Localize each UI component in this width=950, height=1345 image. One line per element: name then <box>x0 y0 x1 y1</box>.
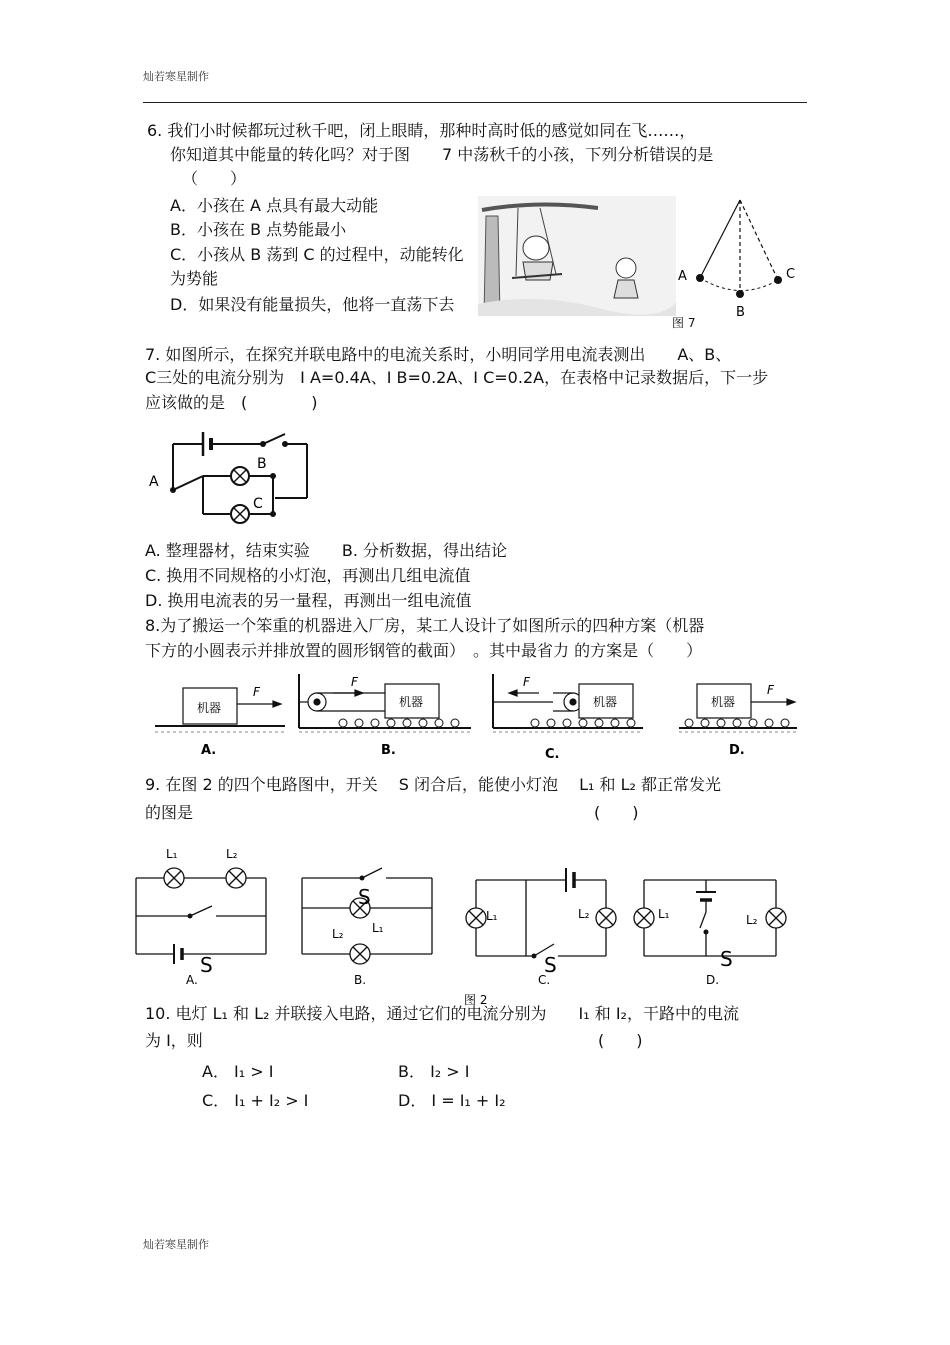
q10-option-b: B． I₂ > I <box>398 1062 470 1081</box>
q6-line1: 6. 我们小时候都玩过秋千吧，闭上眼睛，那种时高时低的感觉如同在飞……， <box>147 121 696 140</box>
point-c-label: C <box>786 267 796 282</box>
option-a-label: A. <box>201 743 217 758</box>
circuit-label-b: B <box>257 456 267 472</box>
q6-option-b: B．小孩在 B 点势能最小 <box>170 220 347 239</box>
circuit-label-c: C <box>253 496 263 512</box>
four-circuits-diagram <box>130 840 800 1010</box>
circuit-d-switch: S <box>720 947 733 971</box>
circuit-b-switch: S <box>358 885 371 909</box>
q10-line2: 为 I，则 <box>145 1031 203 1050</box>
q8-line1: 8.为了搬运一个笨重的机器进入厂房，某工人设计了如图所示的四种方案（机器 <box>145 616 705 635</box>
q10-line1: 10. 电灯 L₁ 和 L₂ 并联接入电路，通过它们的电流分别为 I₁ 和 I₂，干路中的电流 <box>145 1004 739 1023</box>
q7-option-d: D. 换用电流表的另一量程，再测出一组电流值 <box>145 591 472 610</box>
force-b: F <box>351 675 358 689</box>
circuit-a-l2: L₂ <box>226 847 238 861</box>
circuit-c-switch: S <box>544 953 557 977</box>
q6-option-c-line2: 为势能 <box>170 269 219 288</box>
option-b-label: B. <box>381 743 396 758</box>
circuit-d-l1: L₁ <box>658 907 670 921</box>
q6-option-a: A．小孩在 A 点具有最大动能 <box>170 196 379 215</box>
circuit-b-label: B. <box>354 973 367 987</box>
q6-paren: （ ） <box>182 169 247 188</box>
circuit-a-switch: S <box>200 953 213 977</box>
figure-7-label: 图 7 <box>672 316 696 330</box>
q8-line2: 下方的小圆表示并排放置的圆形钢管的截面） 。其中最省力 的方案是（ ） <box>145 641 703 660</box>
machine-d: 机器 <box>711 695 736 709</box>
circuit-b-l2: L₂ <box>332 927 344 941</box>
q7-line1: 7. 如图所示，在探究并联电路中的电流关系时，小明同学用电流表测出 A、B、 <box>145 345 732 364</box>
machine-b: 机器 <box>399 695 424 709</box>
option-d-label: D. <box>729 743 745 758</box>
q6-option-c-line1: C．小孩从 B 荡到 C 的过程中，动能转化 <box>170 245 464 264</box>
q9-line2: 的图是 <box>145 803 194 822</box>
q9-line1: 9. 在图 2 的四个电路图中，开关 S 闭合后，能使小灯泡 L₁ 和 L₂ 都正常发光 <box>145 775 722 794</box>
option-c-label: C. <box>545 747 560 762</box>
circuit-c-l2: L₂ <box>578 907 590 921</box>
point-b-label: B <box>736 305 745 320</box>
circuit-a-label: A. <box>186 973 198 987</box>
circuit-c-label: C. <box>538 973 551 987</box>
circuit-c-l1: L₁ <box>486 909 498 923</box>
q10-option-a: A． I₁ > I <box>202 1062 274 1081</box>
q6-line2: 你知道其中能量的转化吗？对于图 7 中荡秋千的小孩，下列分析错误的是 <box>170 145 714 164</box>
force-c: F <box>523 675 530 689</box>
machine-a: 机器 <box>197 701 222 715</box>
page-header: 灿若寒星制作 <box>143 70 209 83</box>
header-rule <box>143 102 807 103</box>
q10-option-c: C． I₁ + I₂ > I <box>202 1091 309 1110</box>
page-footer: 灿若寒星制作 <box>143 1238 209 1251</box>
force-d: F <box>767 683 774 697</box>
parallel-circuit-diagram <box>145 428 315 528</box>
q6-option-d: D．如果没有能量损失，他将一直荡下去 <box>170 295 455 314</box>
point-a-label: A <box>678 269 687 284</box>
q7-option-ab: A. 整理器材，结束实验 B. 分析数据，得出结论 <box>145 541 507 560</box>
swing-illustration <box>478 196 676 316</box>
circuit-label-a: A <box>149 474 159 490</box>
q9-paren: ( ) <box>594 803 639 822</box>
figure-2-label: 图 2 <box>464 993 488 1007</box>
q7-line2: C三处的电流分别为 I A=0.4A、I B=0.2A、I C=0.2A，在表格中记录数据后，下一步 <box>145 368 769 387</box>
circuit-a-l1: L₁ <box>166 847 178 861</box>
force-a: F <box>253 685 260 699</box>
circuit-d-l2: L₂ <box>746 913 758 927</box>
q7-option-c: C. 换用不同规格的小灯泡，再测出几组电流值 <box>145 566 471 585</box>
q7-line3: 应该做的是 ( ) <box>145 393 318 412</box>
machine-c: 机器 <box>593 695 618 709</box>
pendulum-diagram <box>672 192 807 332</box>
q10-paren: ( ) <box>598 1031 643 1050</box>
machine-moving-diagrams <box>155 670 807 765</box>
q10-option-d: D． I = I₁ + I₂ <box>398 1091 506 1110</box>
circuit-d-label: D. <box>706 973 720 987</box>
circuit-b-l1: L₁ <box>372 921 384 935</box>
